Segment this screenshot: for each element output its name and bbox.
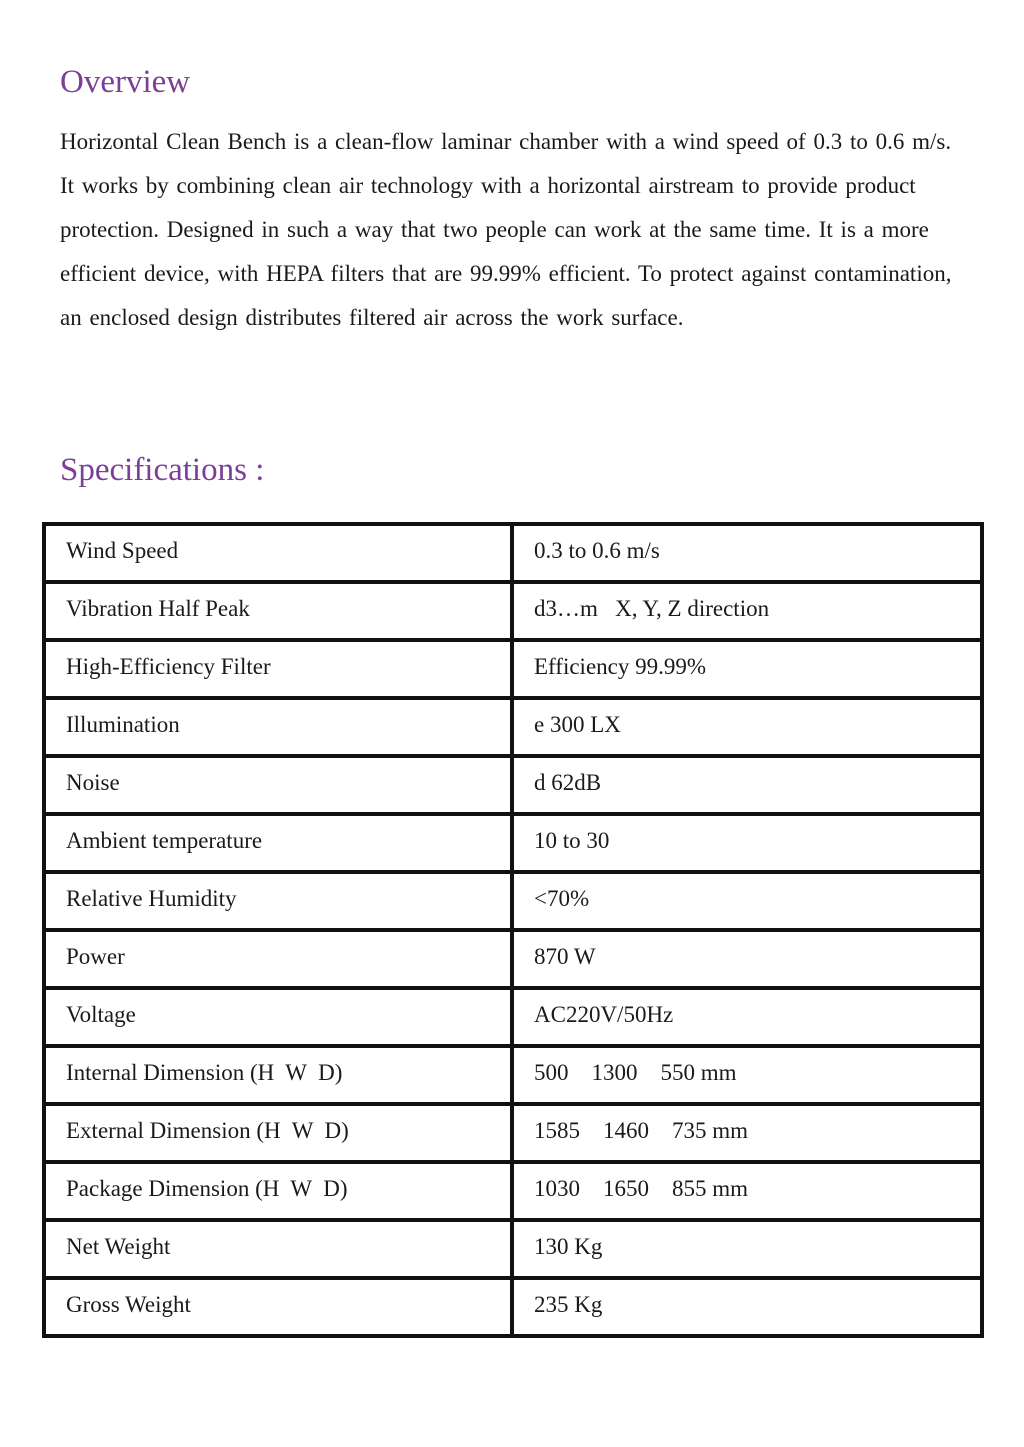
table-row — [44, 756, 982, 814]
spec-value: 130 Kg — [512, 1220, 982, 1278]
spec-label: High-Efficiency Filter — [44, 640, 512, 698]
table-row — [44, 1104, 982, 1162]
table-row — [44, 582, 982, 640]
spec-label: Vibration Half Peak — [44, 582, 512, 640]
spec-value: Efficiency 99.99% — [512, 640, 982, 698]
table-row — [44, 524, 982, 582]
spec-value: <70% — [512, 872, 982, 930]
table-row — [44, 872, 982, 930]
overview-heading: Overview — [60, 64, 191, 100]
spec-label: Power — [44, 930, 512, 988]
table-row — [44, 1046, 982, 1104]
spec-value: e 300 LX — [512, 698, 982, 756]
spec-value: d3…m X, Y, Z direction — [512, 582, 982, 640]
table-row — [44, 814, 982, 872]
spec-value: 1585 1460 735 mm — [512, 1104, 982, 1162]
spec-label: Package Dimension (H W D) — [44, 1162, 512, 1220]
spec-value: 1030 1650 855 mm — [512, 1162, 982, 1220]
spec-label: Wind Speed — [44, 524, 512, 582]
spec-value: 870 W — [512, 930, 982, 988]
spec-label: Internal Dimension (H W D) — [44, 1046, 512, 1104]
spec-value: d 62dB — [512, 756, 982, 814]
table-row — [44, 1220, 982, 1278]
spec-label: External Dimension (H W D) — [44, 1104, 512, 1162]
spec-label: Relative Humidity — [44, 872, 512, 930]
spec-label: Illumination — [44, 698, 512, 756]
specifications-heading: Specifications : — [60, 452, 265, 488]
overview-paragraph: Horizontal Clean Bench is a clean-flow laminar chamber with a wind speed of 0.3 to 0.6 m/s. It works by combining clean air technology with a horizontal airstream to provide product protection. Designed in such a way that two people can work at the same time. It is a more efficient device, with HEPA filters that are 99.99% efficient. To protect against contamination, an enclosed design distributes filtered air across the work surface. — [60, 129, 952, 330]
table-row — [44, 1162, 982, 1220]
spec-value: 0.3 to 0.6 m/s — [512, 524, 982, 582]
spec-label: Net Weight — [44, 1220, 512, 1278]
spec-value: 235 Kg — [512, 1278, 982, 1336]
spec-label: Gross Weight — [44, 1278, 512, 1336]
table-row — [44, 930, 982, 988]
spec-label: Voltage — [44, 988, 512, 1046]
spec-value: 10 to 30 — [512, 814, 982, 872]
spec-label: Ambient temperature — [44, 814, 512, 872]
spec-label: Noise — [44, 756, 512, 814]
table-row — [44, 1278, 982, 1336]
spec-value: AC220V/50Hz — [512, 988, 982, 1046]
table-row — [44, 640, 982, 698]
spec-value: 500 1300 550 mm — [512, 1046, 982, 1104]
specifications-table — [42, 522, 984, 1338]
table-row — [44, 988, 982, 1046]
table-row — [44, 698, 982, 756]
